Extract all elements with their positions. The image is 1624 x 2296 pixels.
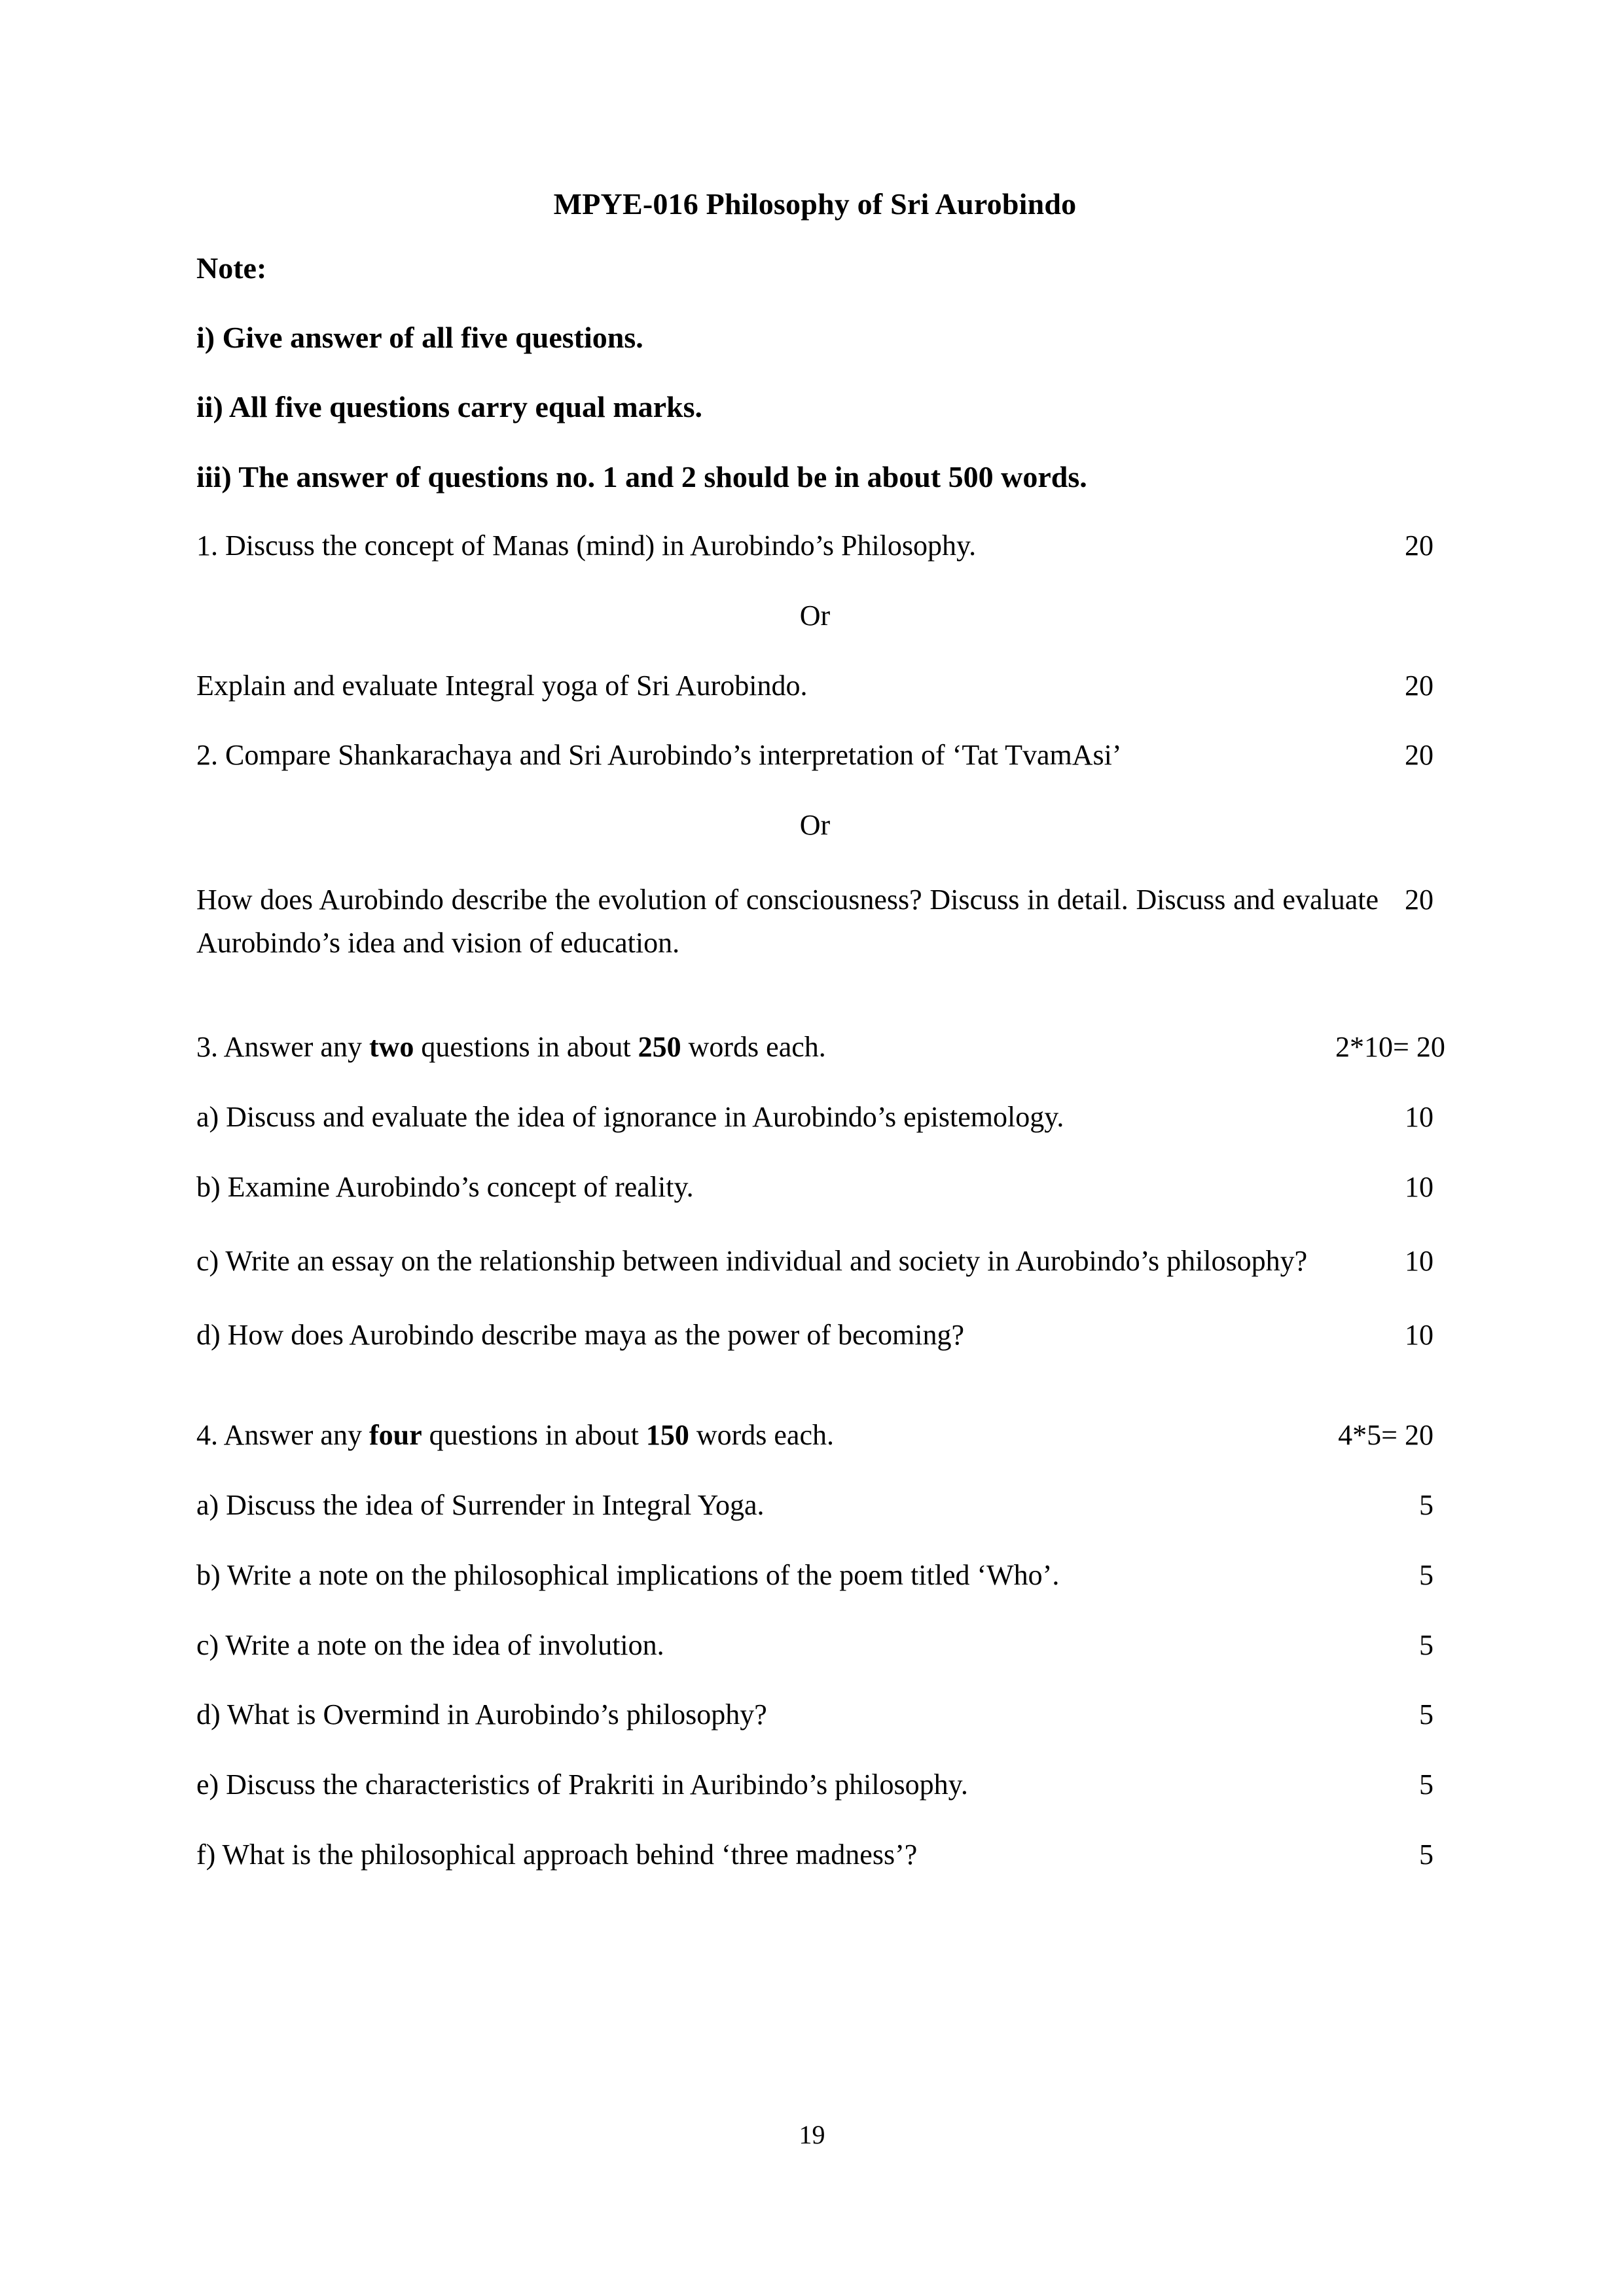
question-2-alternative [196, 878, 1434, 965]
question-3-marks: 2*10= 20 [1335, 1030, 1445, 1063]
question-3-item-b-text: b) Examine Aurobindo’s concept of reality. [196, 1170, 694, 1203]
question-3-wordcount: 250 [638, 1030, 681, 1063]
note-section [196, 251, 1434, 495]
page-number: 19 [799, 2120, 825, 2149]
question-4-item-e-marks: 5 [1419, 1768, 1434, 1801]
question-1 [196, 529, 1434, 564]
question-4-item-b [196, 1558, 1434, 1593]
question-4-item-c-marks: 5 [1419, 1628, 1434, 1661]
question-4-marks: 4*5= 20 [1338, 1419, 1434, 1452]
or-separator-1: Or [799, 599, 831, 632]
question-4-heading [196, 1418, 1434, 1453]
spacer-before-question-3 [196, 1000, 1434, 1030]
question-3-count: two [369, 1030, 414, 1063]
question-3-item-a [196, 1100, 1434, 1135]
question-4-heading-text [196, 1418, 854, 1453]
question-2 [196, 738, 1434, 773]
spacer-before-question-4 [196, 1388, 1434, 1418]
question-3-suffix: words each. [681, 1030, 826, 1063]
question-3-item-a-text: a) Discuss and evaluate the idea of ignorance in Aurobindo’s epistemology. [196, 1100, 1064, 1133]
question-3-heading [196, 1030, 1445, 1065]
or-separator-2: Or [799, 809, 831, 842]
question-4-item-f-text: f) What is the philosophical approach behind ‘three madness’? [196, 1838, 918, 1871]
question-1-alternative-marks: 20 [1405, 669, 1434, 702]
note-item-iii: iii) The answer of questions no. 1 and 2 should be in about 500 words. [196, 459, 1087, 493]
question-4-count: four [369, 1419, 422, 1452]
question-3-item-a-marks: 10 [1405, 1100, 1434, 1133]
question-1-text: 1. Discuss the concept of Manas (mind) in Aurobindo’s Philosophy. [196, 529, 977, 562]
question-1-marks: 20 [1405, 529, 1434, 562]
question-3-item-d [196, 1318, 1434, 1353]
question-3-item-b [196, 1170, 1434, 1205]
question-4-item-e-text: e) Discuss the characteristics of Prakriti in Auribindo’s philosophy. [196, 1768, 968, 1801]
question-4-item-b-text: b) Write a note on the philosophical implications of the poem titled ‘Who’. [196, 1558, 1060, 1591]
question-4-item-d-text: d) What is Overmind in Aurobindo’s philosophy? [196, 1698, 767, 1731]
question-4-item-f [196, 1838, 1434, 1873]
question-4-item-b-marks: 5 [1419, 1558, 1434, 1591]
question-2-marks: 20 [1405, 739, 1434, 772]
note-item-i: i) Give answer of all five questions. [196, 321, 643, 355]
question-4-item-a [196, 1488, 1434, 1523]
question-4-item-f-marks: 5 [1419, 1838, 1434, 1871]
question-3-item-c-marks: 10 [1405, 1245, 1434, 1278]
question-4-item-d [196, 1698, 1434, 1732]
question-3-prefix: 3. Answer any [196, 1030, 369, 1063]
question-4-item-c-text: c) Write a note on the idea of involution. [196, 1628, 664, 1661]
question-1-alternative [196, 669, 1434, 704]
note-item-ii: ii) All five questions carry equal marks. [196, 390, 703, 424]
question-4-prefix: 4. Answer any [196, 1419, 369, 1452]
question-3-item-c-text: c) Write an essay on the relationship between individual and society in Aurobindo’s philosophy? [196, 1245, 1308, 1278]
note-heading: Note: [196, 251, 267, 285]
question-4-item-c [196, 1628, 1434, 1663]
page-title: MPYE-016 Philosophy of Sri Aurobindo [553, 187, 1077, 221]
question-2-alternative-marks: 20 [1405, 883, 1434, 916]
question-3-item-d-marks: 10 [1405, 1319, 1434, 1352]
question-3-item-d-text: d) How does Aurobindo describe maya as the power of becoming? [196, 1319, 965, 1352]
page-content [196, 187, 1445, 1908]
question-3-item-b-marks: 10 [1405, 1170, 1434, 1203]
question-4-wordcount: 150 [645, 1419, 689, 1452]
question-4-item-e [196, 1768, 1434, 1803]
question-3-item-c [196, 1240, 1434, 1283]
question-2-text: 2. Compare Shankarachaya and Sri Aurobindo’s interpretation of ‘Tat TvamAsi’ [196, 739, 1122, 772]
question-4-item-a-text: a) Discuss the idea of Surrender in Integral Yoga. [196, 1488, 765, 1521]
question-4-suffix: words each. [689, 1419, 834, 1452]
question-3-middle: questions in about [414, 1030, 638, 1063]
question-4-item-d-marks: 5 [1419, 1698, 1434, 1731]
question-1-alternative-text: Explain and evaluate Integral yoga of Sri Aurobindo. [196, 669, 808, 702]
question-4-item-a-marks: 5 [1419, 1488, 1434, 1521]
question-3-heading-text [196, 1030, 846, 1065]
question-2-alternative-text: How does Aurobindo describe the evolution of consciousness? Discuss in detail. Discuss and evaluate Aurobindo’s idea and vision of education. [196, 883, 1379, 959]
question-4-middle: questions in about [422, 1419, 646, 1452]
